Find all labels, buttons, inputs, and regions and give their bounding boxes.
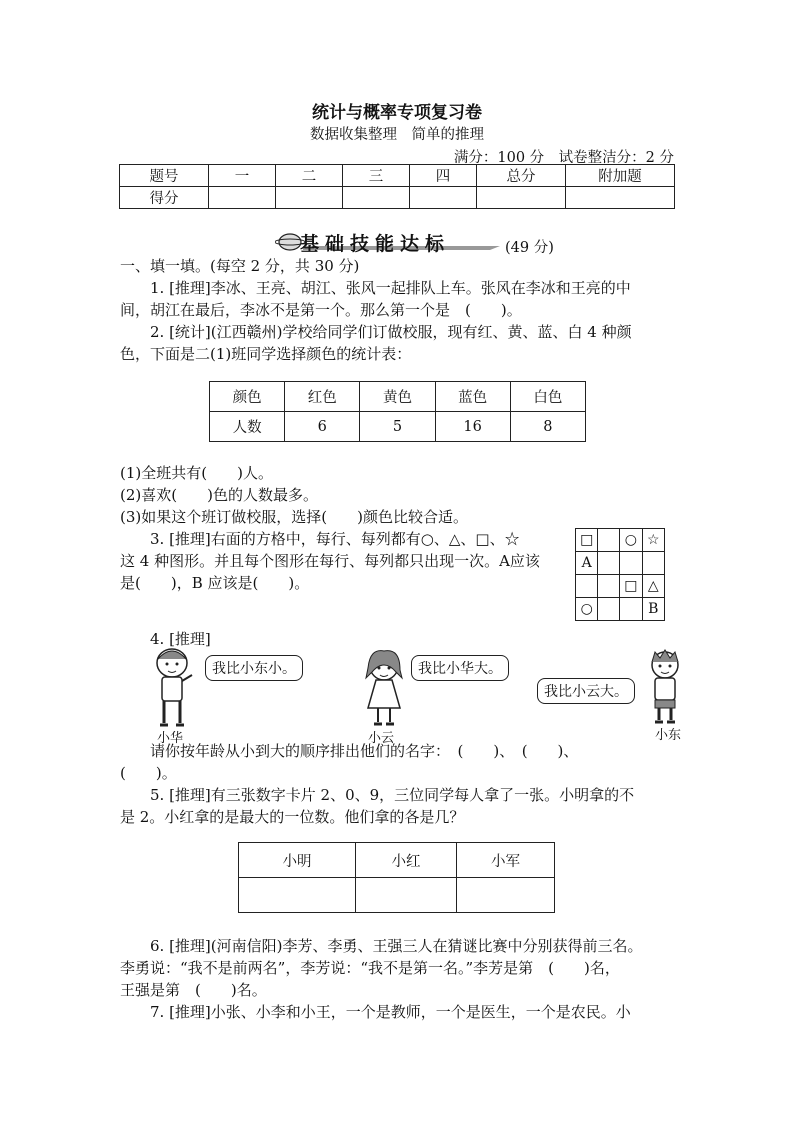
- q2-sub-question: (1)全班共有( )人。: [120, 464, 273, 482]
- grid-cell: [598, 552, 620, 575]
- score-input-cell[interactable]: [477, 187, 566, 209]
- answer-input-cell[interactable]: [457, 878, 555, 913]
- table-cell: 白色: [510, 382, 585, 412]
- q4-text: 请你按年龄从小到大的顺序排出他们的名字： ( )、 ( )、: [150, 742, 579, 760]
- page-subtitle: 数据收集整理 简单的推理: [310, 127, 484, 143]
- answer-table: [238, 842, 555, 913]
- table-row: [210, 412, 586, 442]
- grid-row: [576, 575, 665, 598]
- answer-input-cell[interactable]: [239, 878, 356, 913]
- q5-text: 是 2。小红拿的是最大的一位数。他们拿的各是几？: [120, 808, 465, 826]
- table-cell: 颜色: [210, 382, 285, 412]
- grid-cell: □: [576, 529, 598, 552]
- section-heading: 一、填一填。(每空 2 分，共 30 分): [120, 257, 360, 275]
- grid-row: [576, 529, 665, 552]
- q3-text: 是( )，B 应该是( )。: [120, 574, 310, 592]
- grid-row: [576, 598, 665, 621]
- grid-cell: B: [642, 598, 664, 621]
- color-stats-table: [209, 381, 586, 442]
- table-cell: 6: [285, 412, 360, 442]
- q1-text: 间，胡江在最后，李冰不是第一个。那么第一个是 ( )。: [120, 301, 522, 319]
- table-header-cell: 小红: [356, 843, 457, 878]
- q7-text: 7. [推理]小张、小李和小王，一个是教师，一个是医生，一个是农民。小: [150, 1003, 631, 1021]
- boy-xiaodong-illustration: [645, 648, 685, 726]
- grid-cell: □: [620, 575, 642, 598]
- grid-cell: [620, 552, 642, 575]
- table-header-cell: 小明: [239, 843, 356, 878]
- table-row: [210, 382, 586, 412]
- q4-text: ( )。: [120, 764, 177, 782]
- grid-cell: ○: [576, 598, 598, 621]
- speech-bubble-xiaohua: 我比小东小。: [205, 655, 303, 681]
- table-cell: 黄色: [360, 382, 435, 412]
- grid-cell: △: [642, 575, 664, 598]
- q4-heading: 4. [推理]: [150, 630, 211, 648]
- boy-xiaohua-illustration: [150, 645, 195, 730]
- score-table-row: [120, 187, 675, 209]
- q3-text: 3. [推理]右面的方格中，每行、每列都有○、△、□、☆: [150, 530, 520, 548]
- score-header-cell: 题号: [120, 165, 209, 187]
- score-input-cell[interactable]: [343, 187, 410, 209]
- q2-text: 色，下面是二(1)班同学选择颜色的统计表：: [120, 345, 412, 363]
- score-header-cell: 二: [276, 165, 343, 187]
- table-cell: 人数: [210, 412, 285, 442]
- table-cell: 5: [360, 412, 435, 442]
- table-cell: 8: [510, 412, 585, 442]
- q6-text: 李勇说：“我不是前两名”，李芳说：“我不是第一名。”李芳是第 ( )名，: [120, 959, 620, 977]
- score-header-cell: 一: [209, 165, 276, 187]
- score-row-label: 得分: [120, 187, 209, 209]
- table-row: [239, 843, 555, 878]
- score-header-cell: 附加题: [566, 165, 675, 187]
- score-header-cell: 三: [343, 165, 410, 187]
- q2-text: 2. [统计](江西赣州)学校给同学们订做校服，现有红、黄、蓝、白 4 种颜: [150, 323, 632, 341]
- grid-cell: [642, 552, 664, 575]
- grid-cell: A: [576, 552, 598, 575]
- table-cell: 16: [435, 412, 510, 442]
- q1-text: 1. [推理]李冰、王亮、胡江、张风一起排队上车。张风在李冰和王亮的中: [150, 279, 631, 297]
- q3-text: 这 4 种图形。并且每个图形在每行、每列都只出现一次。A应该: [120, 552, 540, 570]
- score-input-cell[interactable]: [276, 187, 343, 209]
- q6-text: 6. [推理](河南信阳)李芳、李勇、王强三人在猜谜比赛中分别获得前三名。: [150, 937, 643, 955]
- full-score-note: 满分：100 分 试卷整洁分：2 分: [453, 150, 674, 166]
- q2-sub-question: (3)如果这个班订做校服，选择( )颜色比较合适。: [120, 508, 468, 526]
- table-cell: 蓝色: [435, 382, 510, 412]
- section-banner-title: 基础技能达标: [300, 233, 451, 255]
- score-input-cell[interactable]: [566, 187, 675, 209]
- speech-bubble-xiaoyun: 我比小华大。: [411, 655, 509, 681]
- kid-name-label: 小华: [157, 731, 184, 746]
- grid-cell: [598, 529, 620, 552]
- q5-text: 5. [推理]有三张数字卡片 2、0、9，三位同学每人拿了一张。小明拿的不: [150, 786, 635, 804]
- grid-row: [576, 552, 665, 575]
- kid-name-label: 小东: [655, 728, 682, 743]
- table-cell: 红色: [285, 382, 360, 412]
- score-input-cell[interactable]: [209, 187, 276, 209]
- speech-bubble-xiaodong: 我比小云大。: [537, 678, 635, 704]
- score-input-cell[interactable]: [410, 187, 477, 209]
- grid-cell: [620, 598, 642, 621]
- grid-cell: [576, 575, 598, 598]
- page-title: 统计与概率专项复习卷: [312, 103, 482, 123]
- score-header-cell: 总分: [477, 165, 566, 187]
- girl-xiaoyun-illustration: [362, 648, 407, 728]
- q6-text: 王强是第 ( )名。: [120, 981, 267, 999]
- table-row: [239, 878, 555, 913]
- grid-cell: ☆: [642, 529, 664, 552]
- kid-name-label: 小云: [368, 731, 395, 746]
- score-table: [119, 164, 675, 209]
- section-banner-points: (49 分): [505, 240, 554, 256]
- answer-input-cell[interactable]: [356, 878, 457, 913]
- grid-cell: [598, 575, 620, 598]
- score-header-cell: 四: [410, 165, 477, 187]
- score-table-header-row: [120, 165, 675, 187]
- grid-cell: ○: [620, 529, 642, 552]
- table-header-cell: 小军: [457, 843, 555, 878]
- shape-grid: [575, 528, 665, 621]
- grid-cell: [598, 598, 620, 621]
- q2-sub-question: (2)喜欢( )色的人数最多。: [120, 486, 318, 504]
